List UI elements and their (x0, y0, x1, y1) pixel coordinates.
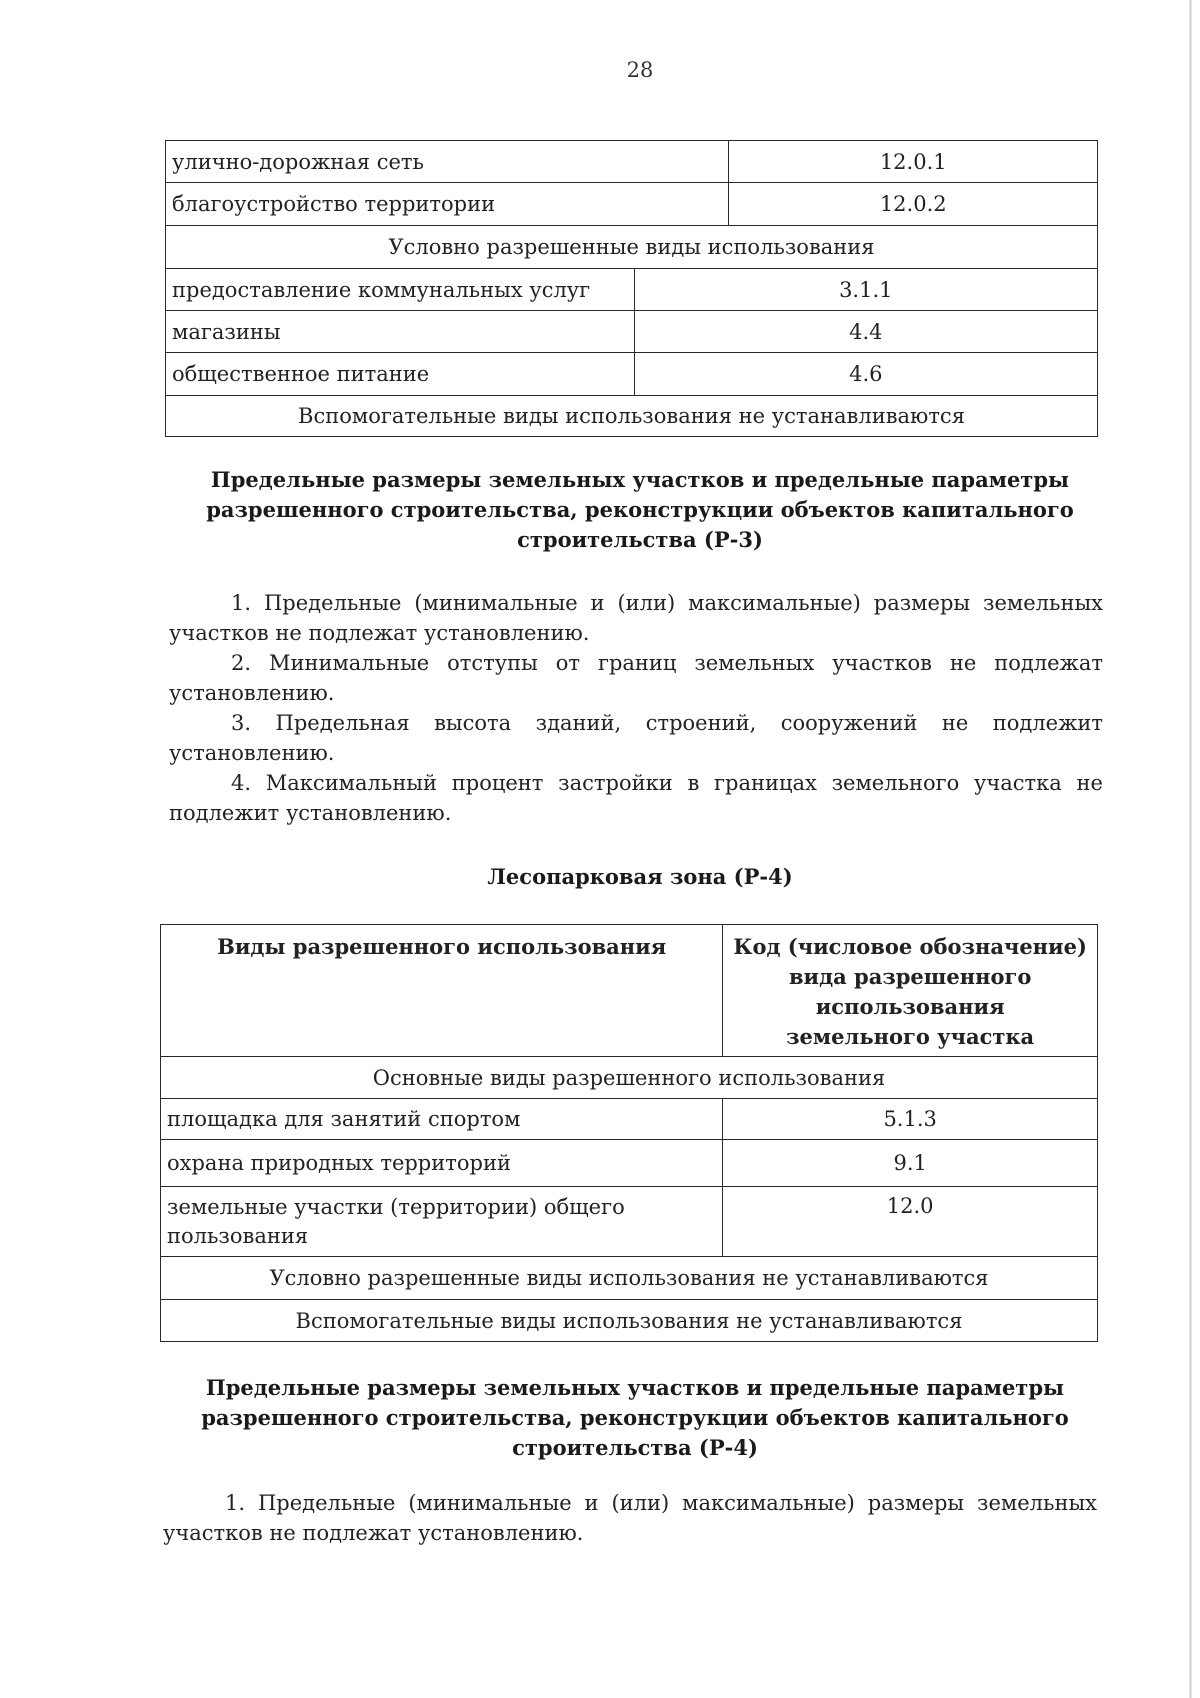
use-code: 3.1.1 (634, 269, 1097, 311)
use-code: 12.0.1 (729, 141, 1098, 183)
table-row (166, 311, 1098, 353)
limits-heading-r4 (160, 1373, 1110, 1463)
param-text-cont: установлению. (169, 681, 335, 705)
header-line: использования (815, 994, 1005, 1019)
conditional-uses-note: Условно разрешенные виды использования не устанавливаются (161, 1257, 1098, 1300)
use-code: 4.4 (634, 311, 1097, 353)
heading-line: строительства (Р-4) (512, 1435, 758, 1460)
use-name: благоустройство территории (166, 183, 729, 226)
use-code: 9.1 (723, 1140, 1098, 1187)
use-name-line: пользования (167, 1224, 309, 1248)
conditional-uses-header: Условно разрешенные виды использования (166, 226, 1098, 269)
use-code: 4.6 (634, 353, 1097, 396)
col-header-code (723, 925, 1098, 1057)
params-r4 (163, 1488, 1097, 1548)
page-number: 28 (626, 58, 654, 82)
param-item (163, 1488, 1097, 1548)
main-uses-header: Основные виды разрешенного использования (161, 1057, 1098, 1099)
col-header-uses: Виды разрешенного использования (161, 925, 723, 1057)
table-row (166, 353, 1098, 396)
param-item (169, 768, 1103, 828)
use-code: 12.0.2 (729, 183, 1098, 226)
table-header-row (161, 925, 1098, 1057)
use-name: охрана природных территорий (161, 1140, 723, 1187)
section-row (166, 226, 1098, 269)
table-r4 (160, 924, 1098, 1342)
table-row (166, 141, 1098, 183)
table-row (166, 269, 1098, 311)
param-item (169, 648, 1103, 708)
params-r3 (169, 588, 1103, 828)
heading-line: строительства (Р-3) (517, 527, 763, 552)
use-name: предоставление коммунальных услуг (166, 269, 635, 311)
auxiliary-uses-note: Вспомогательные виды использования не устанавливаются (166, 396, 1098, 437)
param-text: 1. Предельные (минимальные и (или) максимальные) размеры земельных (231, 591, 1103, 615)
section-row (161, 1257, 1098, 1300)
param-text: 4. Максимальный процент застройки в границах земельного участка не (231, 771, 1103, 795)
param-item (169, 588, 1103, 648)
use-name: площадка для занятий спортом (161, 1099, 723, 1140)
page-edge (1189, 0, 1192, 1698)
param-text-cont: установлению. (169, 741, 335, 765)
use-code: 5.1.3 (723, 1099, 1098, 1140)
param-text: 3. Предельная высота зданий, строений, сооружений не подлежит (231, 711, 1103, 735)
table-row (161, 1140, 1098, 1187)
use-code: 12.0 (723, 1187, 1098, 1257)
heading-line: разрешенного строительства, реконструкции объектов капитального (206, 497, 1074, 522)
use-name: общественное питание (166, 353, 635, 396)
param-text: 1. Предельные (минимальные и (или) максимальные) размеры земельных (225, 1491, 1097, 1515)
param-text-cont: участков не подлежат установлению. (163, 1521, 584, 1545)
auxiliary-uses-note: Вспомогательные виды использования не устанавливаются (161, 1300, 1098, 1342)
use-name-line: земельные участки (территории) общего (167, 1195, 625, 1219)
section-row (161, 1300, 1098, 1342)
use-name (161, 1187, 723, 1257)
header-line: земельного участка (786, 1024, 1035, 1049)
header-line: вида разрешенного (788, 964, 1032, 989)
table-row (161, 1187, 1098, 1257)
section-row (161, 1057, 1098, 1099)
section-row (166, 396, 1098, 437)
param-text-cont: подлежит установлению. (169, 801, 452, 825)
heading-line: разрешенного строительства, реконструкции объектов капитального (201, 1405, 1069, 1430)
param-item (169, 708, 1103, 768)
param-text-cont: участков не подлежат установлению. (169, 621, 590, 645)
zone-r4-title: Лесопарковая зона (Р-4) (487, 864, 793, 889)
table-row (166, 183, 1098, 226)
param-text: 2. Минимальные отступы от границ земельных участков не подлежат (231, 651, 1103, 675)
header-line: Код (числовое обозначение) (733, 934, 1087, 959)
table-r3 (165, 140, 1098, 437)
heading-line: Предельные размеры земельных участков и предельные параметры (210, 467, 1070, 492)
use-name: магазины (166, 311, 635, 353)
use-name: улично-дорожная сеть (166, 141, 729, 183)
table-row (161, 1099, 1098, 1140)
heading-line: Предельные размеры земельных участков и предельные параметры (205, 1375, 1065, 1400)
limits-heading-r3 (165, 465, 1115, 555)
